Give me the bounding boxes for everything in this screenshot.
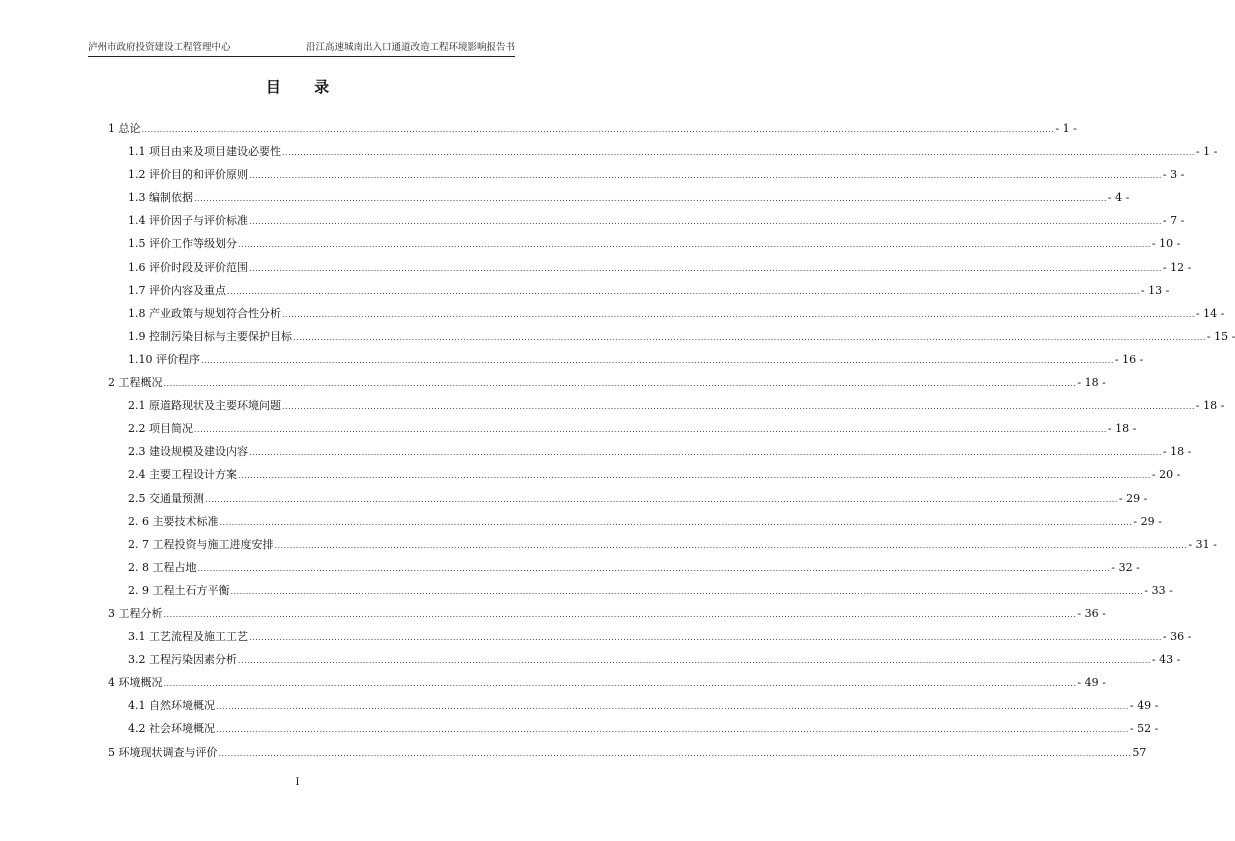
- toc-entry[interactable]: [100, 397, 1225, 420]
- toc-entry-page: - 29 -: [1133, 514, 1162, 528]
- toc-entry-title: 2.2 项目简况: [128, 422, 193, 436]
- toc-entry[interactable]: [100, 513, 1162, 536]
- toc-entry-page: - 15 -: [1206, 329, 1235, 343]
- toc-entry-title: 1 总论: [108, 122, 141, 135]
- toc-entry[interactable]: [100, 120, 1077, 143]
- toc-entry-title: 1.4 评价因子与评价标准: [128, 214, 248, 228]
- toc-dot-leader: ............................................................................................................................................................................................................................................................................................................: [293, 332, 1206, 342]
- toc-entry-title: 3.2 工程污染因素分析: [128, 653, 237, 667]
- toc-dot-leader: ............................................................................................................................................................................................................................................................................................................: [163, 609, 1077, 619]
- toc-dot-leader: ............................................................................................................................................................................................................................................................................................................: [216, 702, 1129, 712]
- toc-entry-page: - 18 -: [1162, 445, 1192, 459]
- toc-entry[interactable]: [100, 143, 1218, 166]
- toc-entry-title: 2 工程概况: [108, 376, 163, 390]
- toc-entry-page: - 33 -: [1144, 583, 1173, 597]
- toc-dot-leader: ............................................................................................................................................................................................................................................................................................................: [141, 125, 1055, 134]
- toc-entry-page: - 7 -: [1162, 214, 1185, 228]
- toc-entry-page: - 36 -: [1077, 606, 1106, 620]
- toc-entry-title: 4.2 社会环境概况: [128, 722, 215, 736]
- toc-entry[interactable]: [100, 628, 1192, 651]
- toc-entry-title: 1.10 评价程序: [128, 352, 200, 366]
- toc-dot-leader: ............................................................................................................................................................................................................................................................................................................: [249, 448, 1162, 458]
- toc-dot-leader: ............................................................................................................................................................................................................................................................................................................: [194, 425, 1107, 435]
- toc-entry[interactable]: [100, 443, 1192, 466]
- toc-dot-leader: ............................................................................................................................................................................................................................................................................................................: [230, 586, 1144, 596]
- toc-entry[interactable]: [100, 235, 1181, 258]
- toc-dot-leader: ............................................................................................................................................................................................................................................................................................................: [282, 402, 1195, 412]
- toc-dot-leader: ............................................................................................................................................................................................................................................................................................................: [219, 517, 1133, 527]
- toc-dot-leader: ............................................................................................................................................................................................................................................................................................................: [194, 194, 1107, 204]
- toc-entry-page: - 29 -: [1118, 491, 1148, 505]
- toc-entry-page: - 14 -: [1195, 306, 1225, 320]
- toc-entry[interactable]: [100, 166, 1185, 189]
- toc-entry[interactable]: [100, 720, 1159, 743]
- toc-entry[interactable]: [100, 328, 1235, 351]
- toc-entry[interactable]: [100, 189, 1130, 212]
- toc-entry-title: 2. 9 工程土石方平衡: [128, 583, 230, 597]
- toc-entry-title: 1.9 控制污染目标与主要保护目标: [128, 329, 292, 343]
- toc-entry-page: - 20 -: [1151, 468, 1181, 482]
- toc-entry-page: - 1 -: [1055, 122, 1077, 135]
- toc-dot-leader: ............................................................................................................................................................................................................................................................................................................: [227, 286, 1140, 296]
- toc-dot-leader: ............................................................................................................................................................................................................................................................................................................: [216, 725, 1129, 735]
- toc-dot-leader: ............................................................................................................................................................................................................................................................................................................: [201, 355, 1114, 365]
- toc-dot-leader: ............................................................................................................................................................................................................................................................................................................: [205, 494, 1118, 504]
- toc-entry-title: 1.1 项目由来及项目建设必要性: [128, 145, 281, 159]
- toc-entry[interactable]: [100, 559, 1140, 582]
- toc-dot-leader: ............................................................................................................................................................................................................................................................................................................: [274, 540, 1188, 550]
- toc-entry-page: - 13 -: [1140, 283, 1170, 297]
- header-organization: 泸州市政府投资建设工程管理中心: [88, 42, 231, 53]
- toc-entry-title: 1.2 评价目的和评价原则: [128, 168, 248, 182]
- toc-entry[interactable]: [100, 351, 1144, 374]
- toc-entry-page: - 10 -: [1151, 237, 1181, 251]
- table-of-contents: [100, 120, 1235, 767]
- toc-entry[interactable]: [100, 651, 1181, 674]
- toc-entry-title: 1.3 编制依据: [128, 191, 193, 205]
- toc-entry[interactable]: [100, 744, 1147, 767]
- toc-dot-leader: ............................................................................................................................................................................................................................................................................................................: [249, 171, 1162, 181]
- toc-entry-page: - 18 -: [1107, 422, 1137, 436]
- toc-entry-title: 1.6 评价时段及评价范围: [128, 260, 248, 274]
- toc-entry-page: - 16 -: [1114, 352, 1144, 366]
- toc-dot-leader: ............................................................................................................................................................................................................................................................................................................: [282, 148, 1195, 158]
- toc-entry[interactable]: [100, 605, 1106, 628]
- toc-entry-title: 2.1 原道路现状及主要环境问题: [128, 399, 281, 413]
- toc-dot-leader: ............................................................................................................................................................................................................................................................................................................: [238, 240, 1151, 250]
- toc-entry[interactable]: [100, 282, 1170, 305]
- page-number: I: [295, 777, 300, 788]
- toc-entry-page: - 52 -: [1129, 722, 1159, 736]
- toc-entry-title: 2. 7 工程投资与施工进度安排: [128, 537, 274, 551]
- toc-dot-leader: ............................................................................................................................................................................................................................................................................................................: [218, 748, 1132, 758]
- toc-dot-leader: ............................................................................................................................................................................................................................................................................................................: [249, 217, 1162, 227]
- toc-entry-title: 1.7 评价内容及重点: [128, 283, 226, 297]
- toc-entry-page: - 31 -: [1188, 537, 1217, 551]
- toc-entry-title: 1.8 产业政策与规划符合性分析: [128, 306, 281, 320]
- toc-entry[interactable]: [100, 466, 1181, 489]
- toc-entry-page: - 36 -: [1162, 630, 1192, 644]
- toc-dot-leader: ............................................................................................................................................................................................................................................................................................................: [163, 379, 1077, 389]
- toc-entry-title: 1.5 评价工作等级划分: [128, 237, 237, 251]
- toc-entry-page: - 43 -: [1151, 653, 1181, 667]
- toc-entry-title: 2.5 交通量预测: [128, 491, 204, 505]
- toc-entry-title: 2. 6 主要技术标准: [128, 514, 219, 528]
- toc-dot-leader: ............................................................................................................................................................................................................................................................................................................: [249, 633, 1162, 643]
- toc-dot-leader: ............................................................................................................................................................................................................................................................................................................: [238, 471, 1151, 481]
- toc-entry-page: 57: [1132, 745, 1147, 759]
- toc-entry-title: 2.3 建设规模及建设内容: [128, 445, 248, 459]
- toc-entry-title: 2.4 主要工程设计方案: [128, 468, 237, 482]
- toc-entry[interactable]: [100, 490, 1148, 513]
- toc-entry-page: - 4 -: [1107, 191, 1130, 205]
- toc-entry-page: - 12 -: [1162, 260, 1192, 274]
- toc-entry-page: - 18 -: [1077, 376, 1106, 390]
- toc-entry-title: 3 工程分析: [108, 606, 163, 620]
- toc-entry-title: 5 环境现状调查与评价: [108, 745, 218, 759]
- toc-entry[interactable]: [100, 374, 1106, 397]
- toc-dot-leader: ............................................................................................................................................................................................................................................................................................................: [197, 563, 1111, 573]
- toc-entry[interactable]: [100, 259, 1192, 282]
- toc-entry[interactable]: [100, 697, 1159, 720]
- toc-title: 目 录: [265, 78, 344, 96]
- toc-entry-title: 4 环境概况: [108, 676, 163, 690]
- toc-entry[interactable]: [100, 582, 1173, 605]
- toc-entry-page: - 49 -: [1077, 676, 1106, 690]
- header-report-title: 沿江高速城南出入口通道改造工程环境影响报告书: [305, 42, 515, 53]
- toc-entry-title: 3.1 工艺流程及施工工艺: [128, 630, 248, 644]
- page-header: [88, 40, 515, 57]
- toc-dot-leader: ............................................................................................................................................................................................................................................................................................................: [163, 679, 1077, 689]
- toc-entry[interactable]: [100, 305, 1225, 328]
- toc-dot-leader: ............................................................................................................................................................................................................................................................................................................: [282, 309, 1195, 319]
- toc-entry-page: - 1 -: [1195, 145, 1218, 159]
- toc-entry-page: - 49 -: [1129, 699, 1159, 713]
- toc-entry-page: - 32 -: [1111, 560, 1140, 574]
- toc-entry-title: 4.1 自然环境概况: [128, 699, 215, 713]
- toc-entry[interactable]: [100, 212, 1185, 235]
- toc-dot-leader: ............................................................................................................................................................................................................................................................................................................: [249, 263, 1162, 273]
- toc-entry[interactable]: [100, 674, 1106, 697]
- toc-entry[interactable]: [100, 536, 1217, 559]
- toc-entry-title: 2. 8 工程占地: [128, 560, 197, 574]
- toc-entry-page: - 18 -: [1195, 399, 1225, 413]
- toc-dot-leader: ............................................................................................................................................................................................................................................................................................................: [238, 656, 1151, 666]
- toc-entry[interactable]: [100, 420, 1137, 443]
- toc-entry-page: - 3 -: [1162, 168, 1185, 182]
